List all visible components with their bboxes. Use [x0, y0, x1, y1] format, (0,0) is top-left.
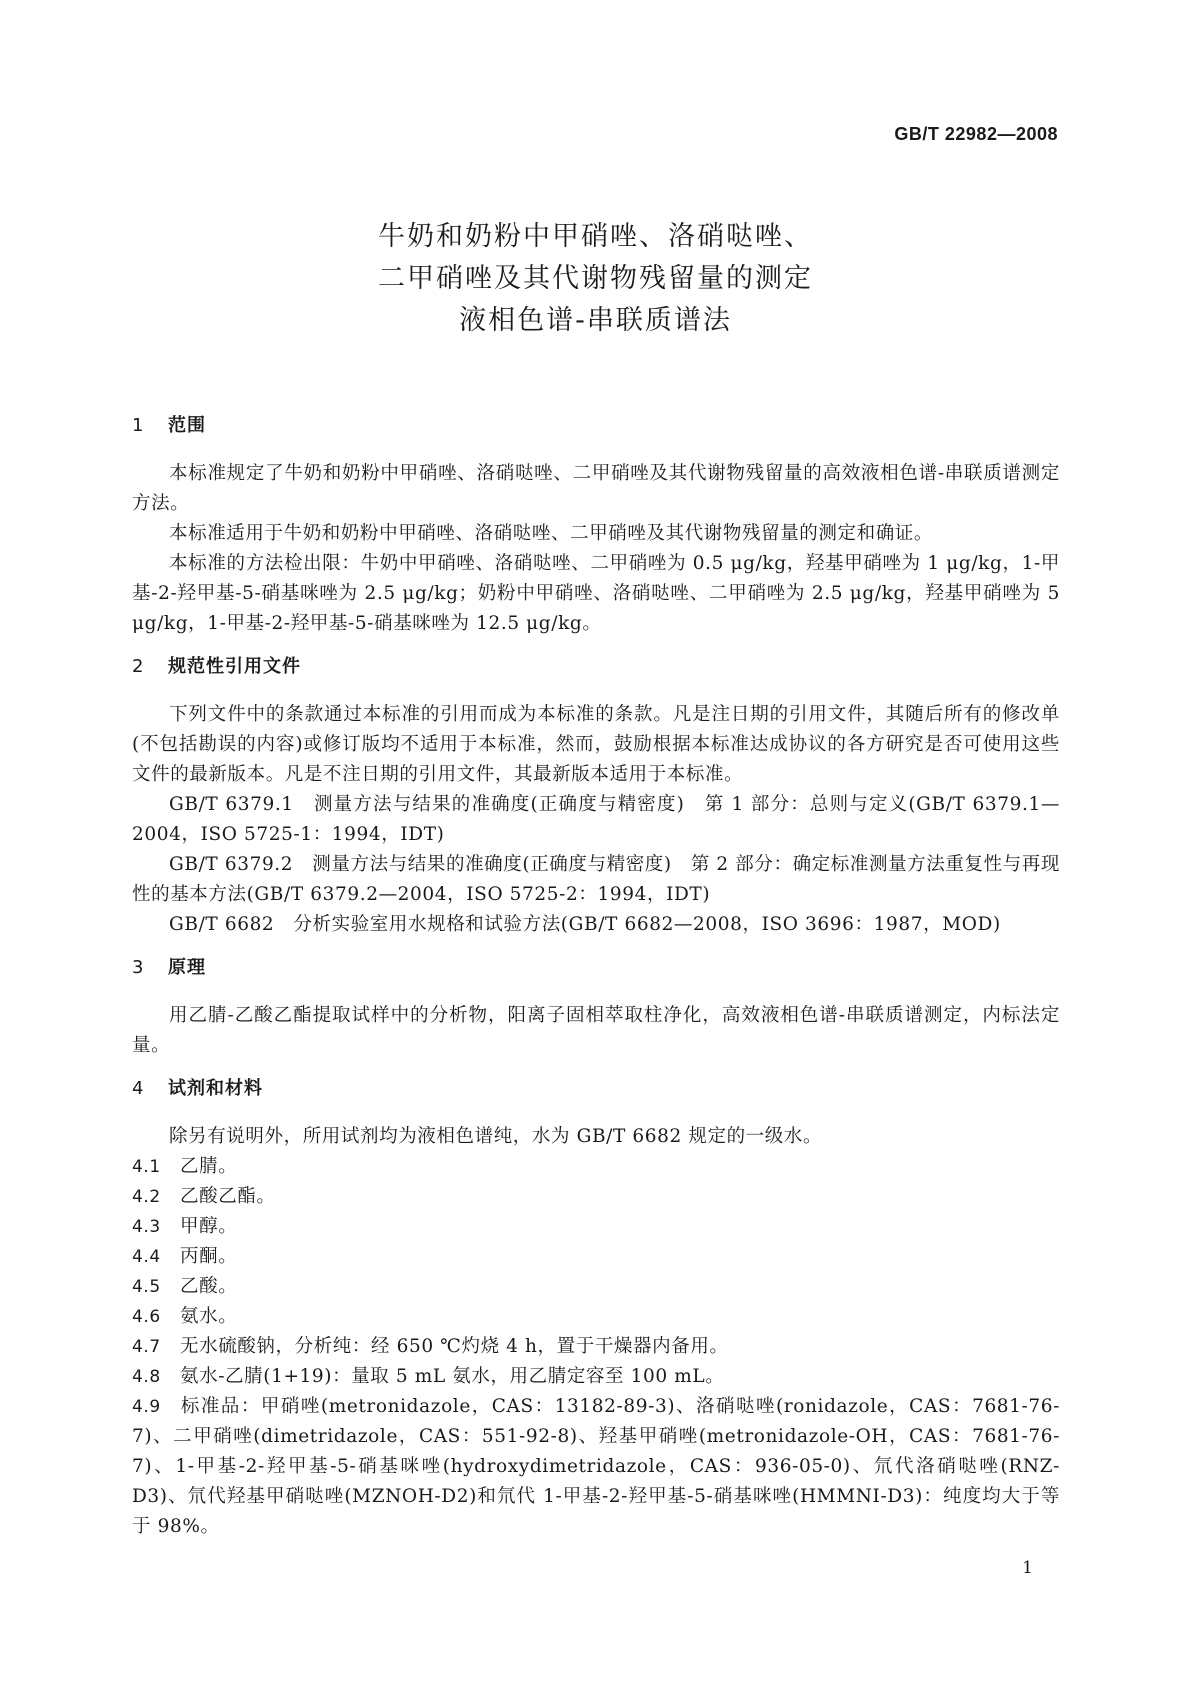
- standard-number: GB/T 22982—2008: [894, 124, 1058, 144]
- item-text: 乙酸。: [180, 1276, 238, 1297]
- principle-paragraph: 用乙腈-乙酸乙酯提取试样中的分析物，阳离子固相萃取柱净化，高效液相色谱-串联质谱测定，内标法定量。: [132, 1005, 1060, 1056]
- item-text: 氨水。: [180, 1306, 238, 1327]
- section-title: 原理: [168, 957, 206, 978]
- document-body: [132, 411, 1060, 1542]
- scope-paragraph-3: 本标准的方法检出限：牛奶中甲硝唑、洛硝哒唑、二甲硝唑为 0.5 μg/kg，羟基甲硝唑为 1 μg/kg，1-甲基-2-羟甲基-5-硝基咪唑为 2.5 μg/kg；奶粉中甲硝唑、洛硝哒唑、二甲硝唑为 2.5 μg/kg，羟基甲硝唑为 5 μg/kg，1-甲基-2-羟甲基-5-硝基咪唑为 12.5 μg/kg。: [132, 553, 1060, 634]
- item-number: 4.7: [132, 1337, 161, 1357]
- item-number: 4.1: [132, 1157, 161, 1177]
- title-line-2: 二甲硝唑及其代谢物残留量的测定: [378, 263, 813, 294]
- reference-2: GB/T 6379.2 测量方法与结果的准确度(正确度与精密度) 第 2 部分：确定标准测量方法重复性与再现性的基本方法(GB/T 6379.2—2004，ISO 5725-2：1994，IDT): [132, 854, 1060, 905]
- item-number: 4.6: [132, 1307, 161, 1327]
- item-text: 氨水-乙腈(1+19)：量取 5 mL 氨水，用乙腈定容至 100 mL。: [180, 1366, 725, 1387]
- section-1-heading: [132, 411, 1060, 441]
- section-number: 1: [132, 415, 145, 436]
- section-number: 2: [132, 656, 145, 677]
- item-number: 4.9: [132, 1397, 161, 1417]
- item-text: 标准品：甲硝唑(metronidazole，CAS：13182-89-3)、洛硝哒唑(ronidazole，CAS：7681-76-7)、二甲硝唑(dimetridazole，CAS：551-92-8)、羟基甲硝唑(metronidazole-OH，CAS：7681-76-7)、1-甲基-2-羟甲基-5-硝基咪唑(hydroxydimetridazole，CAS：936-05-0)、氘代洛硝哒唑(RNZ-D3)、氘代羟基甲硝哒唑(MZNOH-D2)和氘代 1-甲基-2-羟甲基-5-硝基咪唑(HMMNI-D3)：纯度均大于等于 98%。: [132, 1396, 1060, 1537]
- title-line-1: 牛奶和奶粉中甲硝唑、洛硝哒唑、: [378, 221, 813, 252]
- reagent-item: [132, 1332, 1060, 1362]
- scope-paragraph-1: 本标准规定了牛奶和奶粉中甲硝唑、洛硝哒唑、二甲硝唑及其代谢物残留量的高效液相色谱-串联质谱测定方法。: [132, 463, 1060, 514]
- section-number: 3: [132, 957, 145, 978]
- reagent-item: [132, 1212, 1060, 1242]
- section-3-heading: [132, 953, 1060, 983]
- document-title: [0, 216, 1191, 342]
- section-2-heading: [132, 652, 1060, 682]
- reference-1: GB/T 6379.1 测量方法与结果的准确度(正确度与精密度) 第 1 部分：总则与定义(GB/T 6379.1—2004，ISO 5725-1：1994，IDT): [132, 794, 1060, 845]
- item-text: 丙酮。: [180, 1246, 238, 1267]
- item-number: 4.4: [132, 1247, 161, 1267]
- title-line-3: 液相色谱-串联质谱法: [459, 305, 732, 336]
- reagent-item: [132, 1392, 1060, 1542]
- page-number: 1: [1022, 1558, 1033, 1578]
- reference-3: GB/T 6682 分析实验室用水规格和试验方法(GB/T 6682—2008，ISO 3696：1987，MOD): [169, 914, 1001, 935]
- item-text: 乙腈。: [180, 1156, 238, 1177]
- section-4-heading: [132, 1074, 1060, 1104]
- item-text: 无水硫酸钠，分析纯：经 650 ℃灼烧 4 h，置于干燥器内备用。: [180, 1336, 729, 1357]
- item-text: 乙酸乙酯。: [180, 1186, 276, 1207]
- section-title: 规范性引用文件: [168, 656, 301, 677]
- reagent-item: [132, 1362, 1060, 1392]
- item-number: 4.5: [132, 1277, 161, 1297]
- section-title: 范围: [168, 415, 206, 436]
- reagent-item: [132, 1272, 1060, 1302]
- item-number: 4.3: [132, 1217, 161, 1237]
- reagent-item: [132, 1302, 1060, 1332]
- reagents-intro: 除另有说明外，所用试剂均为液相色谱纯，水为 GB/T 6682 规定的一级水。: [169, 1126, 823, 1147]
- section-number: 4: [132, 1078, 145, 1099]
- item-number: 4.2: [132, 1187, 161, 1207]
- scope-paragraph-2: 本标准适用于牛奶和奶粉中甲硝唑、洛硝哒唑、二甲硝唑及其代谢物残留量的测定和确证。: [169, 523, 934, 544]
- section-title: 试剂和材料: [168, 1078, 263, 1099]
- item-text: 甲醇。: [180, 1216, 238, 1237]
- reagent-item: [132, 1242, 1060, 1272]
- reagent-item: [132, 1182, 1060, 1212]
- item-number: 4.8: [132, 1367, 161, 1387]
- references-paragraph: 下列文件中的条款通过本标准的引用而成为本标准的条款。凡是注日期的引用文件，其随后所有的修改单(不包括勘误的内容)或修订版均不适用于本标准，然而，鼓励根据本标准达成协议的各方研究是否可使用这些文件的最新版本。凡是不注日期的引用文件，其最新版本适用于本标准。: [132, 704, 1060, 785]
- reagent-item: [132, 1152, 1060, 1182]
